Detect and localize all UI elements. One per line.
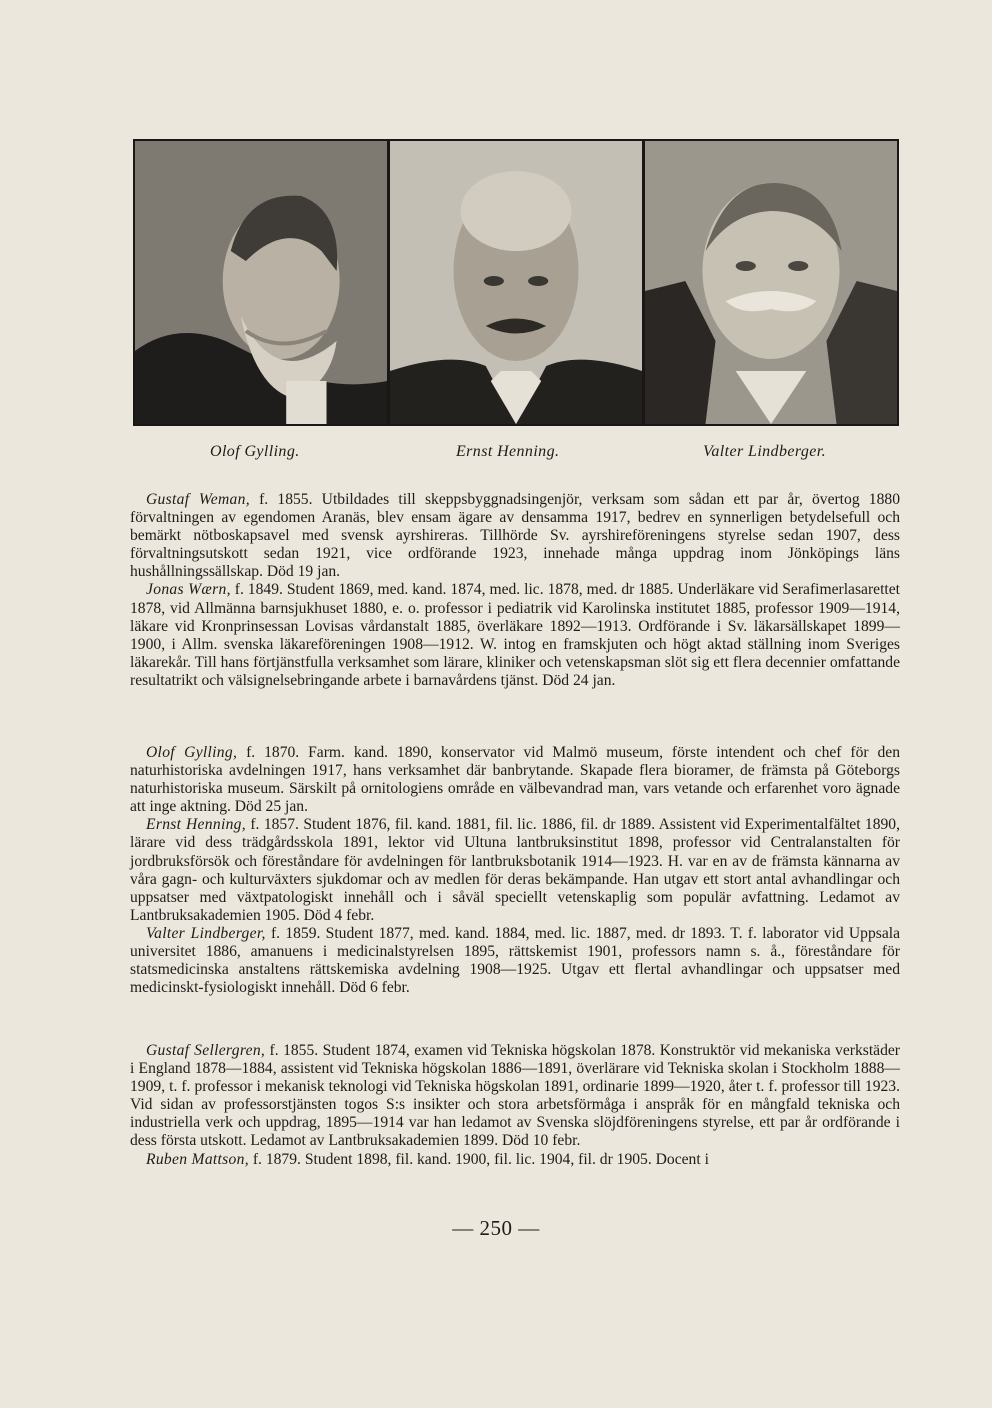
- bio-ernst-henning: [130, 816, 900, 925]
- bio-name: Jonas Wærn,: [146, 581, 231, 599]
- bio-name: Gustaf Sellergren,: [146, 1042, 266, 1059]
- bio-body: f. 1849. Student 1869, med. kand. 1874, med. lic. 1878, med. dr 1885. Underläkare vid Serafimerlasarettet 1878, vid Allmänna barnsjukhuset 1880, e. o. professor i pediatrik vid Karolinska institutet 1885, professor 1909—1914, läkare vid Kronprinsessan Lovisas vårdanstalt 1885, överläkare 1892—1913. Ordförande i Sv. läkarsällskapet 1899—1900, i Allm. svenska läkareföreningen 1908—1912. W. intog en framskjuten och högt aktad ställning inom Sveriges läkarekår. Till hans förtjänstfulla verksamhet som lärare, kliniker och vetenskapsman slöt sig ett flera decennier omfattande resultatrikt och välsignelsebringande arbete i barnavårdens tjänst. Död 24 jan.: [130, 581, 900, 689]
- bio-group-2: [130, 744, 900, 997]
- bio-name: Gustaf Weman,: [146, 491, 250, 508]
- caption-ernst-henning: Ernst Henning.: [456, 443, 560, 460]
- bio-body: f. 1855. Student 1874, examen vid Tekniska högskolan 1878. Konstruktör vid mekaniska verkstäder i England 1878—1884, assistent vid Tekniska högskolan 1886—1891, överlärare vid Tekniska skolan i Stockholm 1888—1909, t. f. professor i mekanisk teknologi vid Tekniska högskolan 1891, ordinarie 1899—1920, åter t. f. professor till 1923. Vid sidan av professorstjänsten togos S:s insikter och stora arbetsförmåga i anspråk för en mångfald tekniska och industriella verk och uppdrag, 1895—1914 var han ledamot av Svenska slöjdföreningens styrelse, ett par år ordförande i dess första utskott. Ledamot av Lantbruksakademien 1899. Död 10 febr.: [130, 1042, 900, 1150]
- bio-body: f. 1879. Student 1898, fil. kand. 1900, fil. lic. 1904, fil. dr 1905. Docent i: [248, 1150, 709, 1168]
- bio-olof-gylling: [130, 744, 900, 816]
- portrait-ernst-henning: [387, 141, 642, 424]
- bio-valter-lindberger: [130, 925, 900, 997]
- portrait-valter-lindberger: [642, 141, 897, 424]
- bio-name: Ernst Henning,: [146, 816, 246, 834]
- bio-name: Valter Lindberger,: [146, 924, 266, 942]
- bio-jonas-waern: [130, 581, 900, 690]
- bio-name: Ruben Mattson,: [146, 1150, 249, 1168]
- portrait-olof-gylling: [135, 141, 387, 424]
- bio-name: Olof Gylling,: [146, 744, 238, 761]
- bio-group-3: [130, 1042, 900, 1169]
- bio-body: f. 1857. Student 1876, fil. kand. 1881, fil. lic. 1886, fil. dr 1889. Assistent vid Experimentalfältet 1890, lärare vid dess trädgårdsskola 1891, lektor vid Ultuna lantbruksinstitut 1898, professor vid Centralanstalten för jordbruksförsök och föreståndare för avdelningen för lantbruksbotanik 1914—1923. H. var en av de främsta kännarna av våra gagn- och kulturväxters sjukdomar och av medlen för deras bekämpande. Han utgav ett stort antal avhandlingar och uppsatser med växtpatologiskt innehåll och i såväl speciellt vetenskaplig som populär avfattning. Ledamot av Lantbruksakademien 1905. Död 4 febr.: [130, 816, 900, 924]
- caption-olof-gylling: Olof Gylling.: [210, 443, 300, 460]
- page-number: — 250 —: [452, 1216, 540, 1240]
- bio-ruben-mattson: [130, 1151, 900, 1169]
- bio-group-1: [130, 491, 900, 690]
- caption-valter-lindberger: Valter Lindberger.: [703, 443, 827, 460]
- bio-gustaf-weman: [130, 491, 900, 581]
- bio-body: f. 1859. Student 1877, med. kand. 1884, med. lic. 1887, med. dr 1893. T. f. laborator vid Uppsala universitet 1886, amanuens i medicinalstyrelsen 1895, rättskemist 1901, professors namn s. å., föreståndare för statsmedicinska anstaltens rättskemiska avdelning 1908—1925. Utgav ett flertal avhandlingar och uppsatser med medicinskt-fysiologiskt innehåll. Död 6 febr.: [130, 924, 900, 997]
- bio-body: f. 1870. Farm. kand. 1890, konservator vid Malmö museum, förste intendent och chef för den naturhistoriska avdelningen 1917, hans verksamhet där banbrytande. Skapade flera bioramer, de främsta på Göteborgs naturhistoriska museum. Särskilt på ornitologiens område en välbevandrad man, vars vetande och erfarenhet voro ägnade att inge aktning. Död 25 jan.: [130, 744, 900, 816]
- bio-gustaf-sellergren: [130, 1042, 900, 1151]
- bio-body: f. 1855. Utbildades till skeppsbyggnadsingenjör, verksam som sådan ett par år, övertog 1880 förvaltningen av egendomen Aranäs, blev ensam ägare av densamma 1917, bedrev en synnerligen betydelsefull och bemärkt nötboskapsavel med svensk ayrshireras. Tillhörde Sv. ayrshireföreningens styrelse sedan 1907, dess förvaltningsutskott sedan 1921, vice ordförande 1923, innehade många uppdrag inom Jönköpings läns hushållningssällskap. Död 19 jan.: [130, 491, 900, 581]
- portrait-photo-strip: [133, 139, 899, 426]
